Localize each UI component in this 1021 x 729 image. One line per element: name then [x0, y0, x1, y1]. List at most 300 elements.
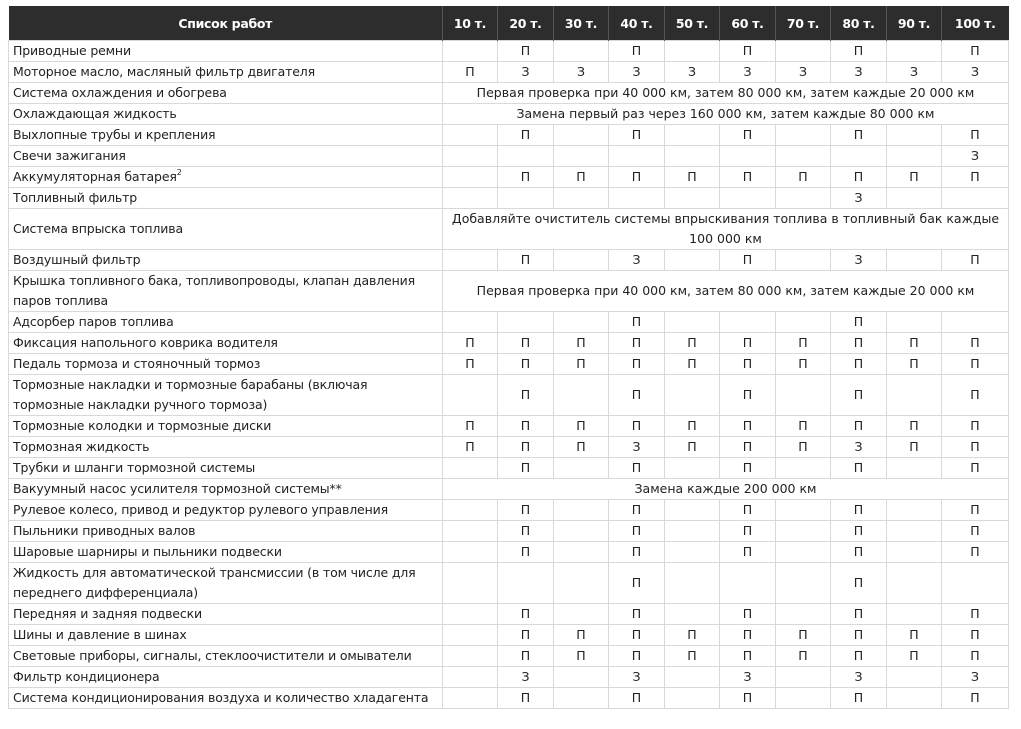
interval-cell: П — [942, 458, 1009, 479]
interval-note: Первая проверка при 40 000 км, затем 80 000 км, затем каждые 20 000 км — [443, 271, 1009, 312]
interval-cell — [665, 375, 720, 416]
column-header-interval: 10 т. — [443, 6, 498, 41]
work-name-cell — [9, 354, 443, 375]
interval-cell: П — [665, 333, 720, 354]
interval-cell: П — [720, 521, 776, 542]
table-row — [9, 333, 1009, 354]
interval-cell — [443, 458, 498, 479]
interval-cell — [887, 688, 942, 709]
table-row — [9, 604, 1009, 625]
interval-cell: П — [720, 41, 776, 62]
interval-cell: П — [609, 458, 665, 479]
interval-cell: П — [831, 312, 887, 333]
work-name-cell — [9, 188, 443, 209]
interval-cell: П — [498, 458, 554, 479]
interval-cell — [665, 688, 720, 709]
interval-note: Замена каждые 200 000 км — [443, 479, 1009, 500]
interval-cell: П — [498, 167, 554, 188]
column-header-interval: 60 т. — [720, 6, 776, 41]
interval-cell: П — [831, 125, 887, 146]
interval-cell: П — [498, 688, 554, 709]
interval-cell — [887, 604, 942, 625]
interval-cell — [554, 563, 609, 604]
interval-cell: З — [776, 62, 831, 83]
interval-cell: П — [498, 646, 554, 667]
work-name: Аккумуляторная батарея — [13, 169, 177, 184]
interval-cell: П — [942, 125, 1009, 146]
interval-cell: П — [609, 125, 665, 146]
work-name-cell — [9, 688, 443, 709]
work-name: Тормозные накладки и тормозные барабаны (включая тормозные накладки ручного тормоза) — [13, 377, 368, 412]
interval-cell: З — [720, 667, 776, 688]
interval-cell: П — [609, 354, 665, 375]
interval-cell: П — [720, 416, 776, 437]
column-header-interval: 100 т. — [942, 6, 1009, 41]
interval-cell: П — [942, 604, 1009, 625]
interval-cell: З — [831, 437, 887, 458]
interval-cell: П — [665, 416, 720, 437]
interval-cell — [443, 667, 498, 688]
work-name: Передняя и задняя подвески — [13, 606, 202, 621]
work-name-cell — [9, 500, 443, 521]
interval-cell: П — [609, 604, 665, 625]
work-name-cell — [9, 646, 443, 667]
interval-cell: П — [831, 688, 887, 709]
interval-cell: П — [720, 250, 776, 271]
interval-cell: П — [498, 125, 554, 146]
interval-cell — [498, 146, 554, 167]
interval-cell — [498, 563, 554, 604]
interval-cell: П — [609, 542, 665, 563]
work-name: Вакуумный насос усилителя тормозной системы** — [13, 481, 342, 496]
interval-cell: П — [720, 500, 776, 521]
work-name: Рулевое колесо, привод и редуктор рулевого управления — [13, 502, 388, 517]
interval-cell — [443, 563, 498, 604]
work-name-cell — [9, 604, 443, 625]
work-name: Световые приборы, сигналы, стеклоочистители и омыватели — [13, 648, 412, 663]
interval-cell: З — [665, 62, 720, 83]
interval-cell: П — [498, 542, 554, 563]
interval-cell: П — [942, 521, 1009, 542]
interval-cell — [443, 41, 498, 62]
interval-cell — [443, 688, 498, 709]
interval-cell: П — [609, 500, 665, 521]
work-name-cell — [9, 146, 443, 167]
interval-cell: П — [720, 333, 776, 354]
work-name-cell — [9, 104, 443, 125]
interval-cell — [887, 458, 942, 479]
interval-cell: П — [443, 416, 498, 437]
work-name-cell — [9, 312, 443, 333]
table-row — [9, 563, 1009, 604]
interval-cell — [665, 667, 720, 688]
column-header-interval: 80 т. — [831, 6, 887, 41]
interval-cell: П — [776, 354, 831, 375]
work-name-cell — [9, 83, 443, 104]
interval-cell: З — [554, 62, 609, 83]
interval-cell — [554, 688, 609, 709]
interval-cell — [498, 188, 554, 209]
interval-cell — [443, 646, 498, 667]
table-row — [9, 250, 1009, 271]
interval-cell — [887, 188, 942, 209]
interval-cell — [887, 250, 942, 271]
column-header-interval: 70 т. — [776, 6, 831, 41]
work-name-cell — [9, 167, 443, 188]
table-row — [9, 500, 1009, 521]
work-name-cell — [9, 416, 443, 437]
header-row — [9, 6, 1009, 41]
work-name-cell — [9, 563, 443, 604]
interval-cell — [887, 375, 942, 416]
work-name-cell — [9, 333, 443, 354]
interval-cell: П — [942, 333, 1009, 354]
interval-cell — [776, 500, 831, 521]
interval-cell — [776, 563, 831, 604]
interval-cell: П — [554, 416, 609, 437]
interval-cell: З — [720, 62, 776, 83]
interval-cell: З — [831, 250, 887, 271]
work-name-cell — [9, 479, 443, 500]
interval-cell: З — [498, 62, 554, 83]
interval-cell — [443, 250, 498, 271]
interval-cell — [665, 125, 720, 146]
interval-cell: П — [942, 688, 1009, 709]
interval-cell: П — [942, 416, 1009, 437]
interval-cell: П — [609, 563, 665, 604]
work-name: Педаль тормоза и стояночный тормоз — [13, 356, 261, 371]
work-name: Тормозная жидкость — [13, 439, 150, 454]
table-row — [9, 458, 1009, 479]
table-row — [9, 271, 1009, 312]
work-name: Система впрыска топлива — [13, 221, 183, 236]
table-row — [9, 625, 1009, 646]
interval-cell: П — [609, 521, 665, 542]
table-row — [9, 41, 1009, 62]
interval-cell — [554, 500, 609, 521]
work-name-cell — [9, 625, 443, 646]
interval-cell — [776, 542, 831, 563]
interval-cell: П — [720, 604, 776, 625]
interval-cell: П — [942, 354, 1009, 375]
interval-cell: З — [887, 62, 942, 83]
table-row — [9, 146, 1009, 167]
work-name: Система охлаждения и обогрева — [13, 85, 227, 100]
work-name: Система кондиционирования воздуха и количество хладагента — [13, 690, 429, 705]
interval-cell — [665, 312, 720, 333]
table-row — [9, 188, 1009, 209]
interval-cell: З — [609, 437, 665, 458]
column-header-interval: 50 т. — [665, 6, 720, 41]
interval-cell — [554, 521, 609, 542]
interval-cell: П — [443, 62, 498, 83]
work-name: Шины и давление в шинах — [13, 627, 187, 642]
work-name-cell — [9, 375, 443, 416]
interval-cell: З — [942, 667, 1009, 688]
interval-cell — [443, 146, 498, 167]
work-name: Фильтр кондиционера — [13, 669, 160, 684]
table-row — [9, 167, 1009, 188]
work-name-cell — [9, 437, 443, 458]
interval-cell: П — [720, 458, 776, 479]
interval-cell: П — [831, 500, 887, 521]
interval-cell — [776, 458, 831, 479]
interval-cell: П — [498, 375, 554, 416]
interval-cell: П — [942, 437, 1009, 458]
table-row — [9, 104, 1009, 125]
interval-cell: П — [942, 41, 1009, 62]
interval-cell: З — [831, 667, 887, 688]
interval-note: Первая проверка при 40 000 км, затем 80 000 км, затем каждые 20 000 км — [443, 83, 1009, 104]
interval-cell: З — [831, 62, 887, 83]
interval-cell — [720, 146, 776, 167]
table-row — [9, 646, 1009, 667]
column-header-interval: 20 т. — [498, 6, 554, 41]
interval-cell: П — [554, 167, 609, 188]
interval-cell: П — [720, 375, 776, 416]
work-name: Охлаждающая жидкость — [13, 106, 177, 121]
maintenance-schedule — [8, 6, 1008, 709]
interval-cell — [665, 521, 720, 542]
interval-cell: П — [665, 437, 720, 458]
interval-cell — [443, 375, 498, 416]
footnote-marker: 2 — [176, 168, 182, 177]
interval-cell: П — [887, 646, 942, 667]
interval-cell: П — [665, 167, 720, 188]
interval-cell — [776, 41, 831, 62]
table-row — [9, 688, 1009, 709]
interval-cell: П — [720, 125, 776, 146]
interval-cell: П — [609, 333, 665, 354]
table-row — [9, 375, 1009, 416]
table-body — [9, 41, 1009, 709]
interval-cell — [776, 312, 831, 333]
interval-cell — [887, 125, 942, 146]
interval-cell: П — [498, 354, 554, 375]
interval-cell: П — [887, 437, 942, 458]
work-name: Выхлопные трубы и крепления — [13, 127, 216, 142]
interval-cell: П — [554, 437, 609, 458]
interval-cell: П — [776, 416, 831, 437]
interval-cell: П — [498, 604, 554, 625]
interval-cell: П — [831, 542, 887, 563]
interval-cell — [720, 563, 776, 604]
interval-cell: П — [609, 167, 665, 188]
interval-cell: П — [887, 333, 942, 354]
interval-cell: П — [942, 625, 1009, 646]
interval-cell — [443, 625, 498, 646]
table-row — [9, 521, 1009, 542]
table-row — [9, 62, 1009, 83]
interval-cell — [609, 146, 665, 167]
interval-cell — [443, 167, 498, 188]
interval-cell — [443, 125, 498, 146]
interval-cell: П — [443, 437, 498, 458]
work-name: Пыльники приводных валов — [13, 523, 196, 538]
interval-cell — [665, 250, 720, 271]
interval-cell — [443, 542, 498, 563]
interval-cell: П — [720, 542, 776, 563]
interval-cell — [554, 667, 609, 688]
interval-cell: П — [554, 354, 609, 375]
interval-cell: П — [776, 437, 831, 458]
column-header-interval: 30 т. — [554, 6, 609, 41]
interval-cell: З — [831, 188, 887, 209]
work-name: Свечи зажигания — [13, 148, 126, 163]
interval-cell: П — [609, 41, 665, 62]
work-name: Шаровые шарниры и пыльники подвески — [13, 544, 282, 559]
work-name-cell — [9, 209, 443, 250]
interval-cell — [942, 563, 1009, 604]
interval-cell — [887, 667, 942, 688]
interval-cell — [887, 146, 942, 167]
interval-cell: З — [498, 667, 554, 688]
interval-cell — [887, 41, 942, 62]
interval-cell: П — [831, 41, 887, 62]
interval-cell — [776, 146, 831, 167]
interval-cell: П — [609, 688, 665, 709]
interval-cell: З — [609, 250, 665, 271]
interval-cell: П — [720, 354, 776, 375]
work-name: Трубки и шланги тормозной системы — [13, 460, 256, 475]
interval-cell — [554, 604, 609, 625]
interval-cell: П — [498, 437, 554, 458]
interval-cell — [887, 563, 942, 604]
interval-cell — [443, 188, 498, 209]
interval-cell — [665, 563, 720, 604]
interval-cell: П — [498, 41, 554, 62]
interval-cell: П — [831, 354, 887, 375]
work-name: Фиксация напольного коврика водителя — [13, 335, 278, 350]
interval-cell — [720, 188, 776, 209]
work-name-cell — [9, 125, 443, 146]
interval-cell: П — [942, 375, 1009, 416]
interval-cell: П — [831, 167, 887, 188]
interval-cell: П — [942, 250, 1009, 271]
interval-cell — [665, 604, 720, 625]
interval-cell — [554, 542, 609, 563]
interval-cell — [776, 125, 831, 146]
interval-cell: П — [609, 375, 665, 416]
work-name-cell — [9, 667, 443, 688]
interval-cell: П — [942, 542, 1009, 563]
interval-cell — [887, 542, 942, 563]
interval-cell: П — [831, 416, 887, 437]
interval-cell: П — [609, 416, 665, 437]
interval-cell: П — [498, 500, 554, 521]
work-name-cell — [9, 542, 443, 563]
interval-cell — [942, 312, 1009, 333]
interval-cell — [831, 146, 887, 167]
interval-cell: П — [776, 333, 831, 354]
interval-note: Добавляйте очиститель системы впрыскивания топлива в топливный бак каждые 100 000 км — [443, 209, 1009, 250]
interval-cell: П — [498, 250, 554, 271]
table-row — [9, 437, 1009, 458]
interval-cell: П — [554, 625, 609, 646]
interval-cell: П — [831, 625, 887, 646]
table-row — [9, 667, 1009, 688]
interval-cell: П — [665, 625, 720, 646]
interval-cell — [776, 521, 831, 542]
work-name-cell — [9, 458, 443, 479]
interval-cell: П — [720, 646, 776, 667]
work-name: Крышка топливного бака, топливопроводы, клапан давления паров топлива — [13, 273, 415, 308]
interval-cell: З — [609, 62, 665, 83]
table-row — [9, 479, 1009, 500]
work-name: Адсорбер паров топлива — [13, 314, 174, 329]
interval-cell — [665, 146, 720, 167]
work-name-cell — [9, 250, 443, 271]
interval-cell — [887, 521, 942, 542]
interval-cell — [443, 312, 498, 333]
interval-cell — [554, 250, 609, 271]
interval-cell: П — [720, 625, 776, 646]
work-name: Приводные ремни — [13, 43, 131, 58]
work-name-cell — [9, 271, 443, 312]
work-name-cell — [9, 41, 443, 62]
interval-cell — [665, 41, 720, 62]
interval-cell: П — [942, 500, 1009, 521]
interval-note: Замена первый раз через 160 000 км, затем каждые 80 000 км — [443, 104, 1009, 125]
interval-cell — [443, 500, 498, 521]
interval-cell: П — [720, 688, 776, 709]
interval-cell — [443, 604, 498, 625]
interval-cell: П — [831, 333, 887, 354]
interval-cell — [776, 375, 831, 416]
interval-cell: П — [831, 604, 887, 625]
table-row — [9, 542, 1009, 563]
interval-cell — [554, 375, 609, 416]
work-name-cell — [9, 62, 443, 83]
table-row — [9, 125, 1009, 146]
table-row — [9, 209, 1009, 250]
interval-cell: П — [498, 333, 554, 354]
interval-cell — [554, 41, 609, 62]
interval-cell — [887, 312, 942, 333]
interval-cell: П — [609, 625, 665, 646]
interval-cell — [554, 312, 609, 333]
work-name: Моторное масло, масляный фильтр двигателя — [13, 64, 315, 79]
table-row — [9, 83, 1009, 104]
work-name: Жидкость для автоматической трансмиссии (в том числе для переднего дифференциала) — [13, 565, 416, 600]
interval-cell: П — [831, 646, 887, 667]
interval-cell: П — [554, 333, 609, 354]
interval-cell: П — [831, 375, 887, 416]
interval-cell: П — [720, 437, 776, 458]
interval-cell — [554, 146, 609, 167]
interval-cell: П — [665, 646, 720, 667]
interval-cell — [554, 125, 609, 146]
interval-cell: П — [443, 333, 498, 354]
interval-cell — [720, 312, 776, 333]
interval-cell: П — [665, 354, 720, 375]
column-header-works: Список работ — [9, 6, 443, 41]
interval-cell: П — [887, 167, 942, 188]
interval-cell: П — [443, 354, 498, 375]
interval-cell: П — [609, 312, 665, 333]
column-header-interval: 90 т. — [887, 6, 942, 41]
interval-cell: П — [831, 458, 887, 479]
table-row — [9, 312, 1009, 333]
interval-cell: П — [609, 646, 665, 667]
interval-cell — [776, 188, 831, 209]
interval-cell — [776, 667, 831, 688]
interval-cell: П — [498, 416, 554, 437]
interval-cell — [609, 188, 665, 209]
table-row — [9, 354, 1009, 375]
interval-cell: З — [942, 62, 1009, 83]
interval-cell: П — [498, 521, 554, 542]
